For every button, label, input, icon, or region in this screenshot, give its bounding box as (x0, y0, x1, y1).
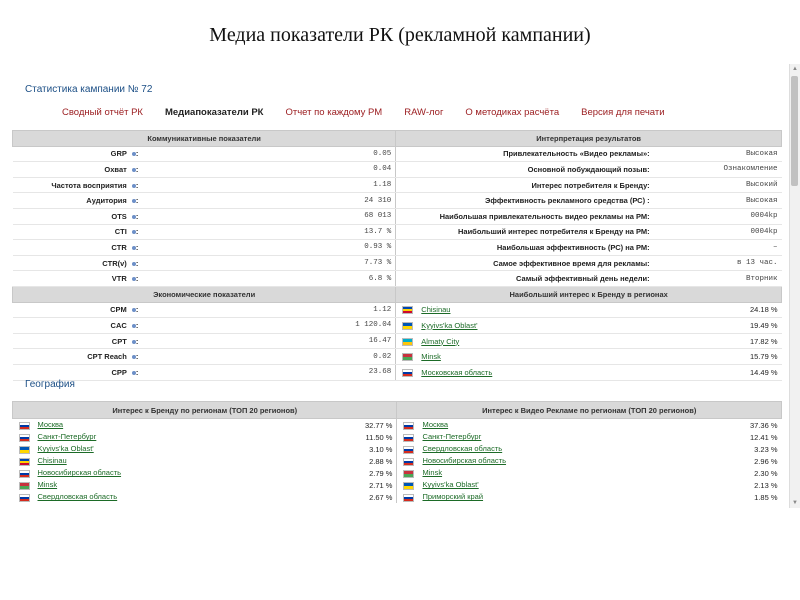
regions-header: Наибольший интерес к Бренду в регионах (396, 286, 782, 302)
geo_right-region-pct: 2.96 % (754, 456, 778, 466)
metric-name: Охват (104, 164, 127, 174)
table-row (13, 208, 782, 224)
top-region-name (396, 364, 654, 380)
interp-header: Интерпретация результатов (396, 131, 782, 147)
geo_right-region-pct: 2.30 % (754, 468, 778, 478)
comm-metric-value: 0.05 (142, 146, 395, 162)
ru-flag-icon (403, 458, 414, 466)
kz-flag-icon (402, 338, 413, 346)
top-region-name (396, 349, 654, 365)
comm-header: Коммуникативные показатели (13, 131, 396, 147)
region-link[interactable]: Свердловская область (422, 444, 503, 454)
metric-name: CAC (110, 320, 127, 330)
econ-metric-value: 0.02 (142, 349, 395, 365)
econ-metric-label: CPT : (13, 333, 143, 349)
table-row (13, 271, 782, 287)
comm-metric-label: CTI : (13, 224, 143, 240)
comm-metric-label: OTS : (13, 208, 143, 224)
geo_left-region-name (13, 431, 338, 443)
geo_right-region-name (397, 431, 722, 443)
table-row (13, 479, 782, 491)
slide-title: Медиа показатели РК (рекламной кампании) (209, 24, 591, 46)
comm-metric-value: 24 310 (142, 193, 395, 209)
econ-metric-value: 1.12 (142, 302, 395, 318)
econ-header: Экономические показатели (13, 286, 396, 302)
region-link[interactable]: Москва (422, 420, 449, 430)
region-link[interactable]: Свердловская область (37, 492, 118, 502)
geo_right-region-name (397, 443, 722, 455)
geo_right-region-pct: 12.41 % (749, 432, 778, 442)
md-flag-icon (402, 306, 413, 314)
table-row (13, 193, 782, 209)
media-metrics-table (12, 130, 782, 381)
scroll-thumb[interactable] (791, 76, 798, 186)
region-link[interactable]: Москва (37, 420, 64, 430)
ru-flag-icon (403, 434, 414, 442)
interp-label: Интерес потребителя к Бренду: (396, 177, 654, 193)
by-flag-icon (403, 470, 414, 478)
geo_left-region-name (13, 455, 338, 467)
metric-name: OTS (111, 211, 127, 221)
metric-name: VTR (111, 274, 127, 284)
comm-metric-value: 6.8 % (142, 271, 395, 287)
comm-metric-value: 0.04 (142, 162, 395, 178)
region-link[interactable]: Minsk (37, 480, 58, 490)
geo_left-region-pct: 2.71 % (337, 479, 397, 491)
info-dot-icon[interactable] (132, 308, 136, 312)
table-row (13, 443, 782, 455)
geo_right-region-name (397, 491, 722, 503)
info-dot-icon[interactable] (132, 230, 136, 234)
metric-name: CPM (110, 305, 127, 315)
info-dot-icon[interactable] (132, 355, 136, 359)
econ-metric-label: CPT Reach : (13, 349, 143, 365)
campaign-title: Статистика кампании № 72 (25, 84, 153, 95)
metric-name: CTI (114, 227, 127, 237)
interp-label: Наибольшая эффективность (РС) на РМ: (396, 240, 654, 256)
table-row (13, 364, 782, 380)
table-row (13, 146, 782, 162)
geo_right-region-pct: 37.36 % (749, 420, 778, 430)
ua-flag-icon (19, 446, 30, 454)
table-row (13, 455, 782, 467)
comm-metric-value: 0.93 % (142, 240, 395, 256)
geo_right-region-name (397, 455, 722, 467)
nav-link-1[interactable]: Медиапоказатели РК (164, 107, 264, 118)
top-region-pct: 19.49 % (654, 318, 782, 334)
region-link[interactable]: Приморский край (422, 492, 484, 502)
metric-name: CPP (111, 367, 127, 377)
comm-metric-label: VTR : (13, 271, 143, 287)
geo_left-region-name (13, 491, 338, 503)
table-row (13, 302, 782, 318)
geo_left-region-pct: 11.50 % (337, 431, 397, 443)
region-link[interactable]: Санкт-Петербург (422, 432, 482, 442)
interp-label: Самое эффективное время для рекламы: (396, 255, 654, 271)
interp-value: в 13 час. (654, 255, 782, 271)
interp-value: Вторник (654, 271, 782, 287)
interp-value: Высокая (654, 146, 782, 162)
region-link[interactable]: Minsk (421, 352, 441, 362)
region-link[interactable]: Kyyivs'ka Oblast' (422, 480, 479, 490)
interp-label: Основной побуждающий позыв: (396, 162, 654, 178)
info-dot-icon[interactable] (132, 262, 136, 266)
econ-metric-value: 1 120.04 (142, 318, 395, 334)
econ-metric-label: CPM : (13, 302, 143, 318)
table-row (13, 240, 782, 256)
table-row (13, 162, 782, 178)
comm-metric-value: 7.73 % (142, 255, 395, 271)
info-dot-icon[interactable] (132, 340, 136, 344)
top-region-name (396, 302, 654, 318)
comm-metric-label: CTR(v) : (13, 255, 143, 271)
interp-value: Ознакомление (654, 162, 782, 178)
geo_right-region-pct: 2.13 % (754, 480, 778, 490)
table-row (13, 255, 782, 271)
geo_left-region-pct: 2.88 % (337, 455, 397, 467)
metric-name: CPT (111, 336, 127, 346)
region-link[interactable]: Санкт-Петербург (37, 432, 97, 442)
region-link[interactable]: Новосибирская область (422, 456, 507, 466)
region-link[interactable]: Kyyivs'ka Oblast' (37, 444, 94, 454)
info-dot-icon[interactable] (132, 168, 136, 172)
ru-flag-icon (19, 434, 30, 442)
report-nav (62, 107, 687, 118)
geo_right-region-name (397, 467, 722, 479)
region-link[interactable]: Московская область (421, 367, 493, 377)
ru-flag-icon (403, 494, 414, 502)
interp-value: – (654, 240, 782, 256)
info-dot-icon[interactable] (132, 152, 136, 156)
scroll-down-arrow-icon[interactable]: ▼ (792, 500, 798, 506)
metric-name: CTR (111, 242, 127, 252)
metric-name: Аудитория (86, 196, 127, 206)
comm-metric-label: Охват : (13, 162, 143, 178)
geo-title: География (25, 379, 75, 390)
geo-right-header: Интерес к Видео Рекламе по регионам (ТОП 20 регионов) (397, 402, 782, 419)
interp-value: Высокий (654, 177, 782, 193)
econ-metric-value: 16.47 (142, 333, 395, 349)
geo_left-region-name (13, 479, 338, 491)
info-dot-icon[interactable] (132, 215, 136, 219)
interp-value: 0004kp (654, 224, 782, 240)
table-row (13, 318, 782, 334)
nav-link-2[interactable]: Отчет по каждому РМ (285, 107, 383, 118)
geo_left-region-pct: 3.10 % (337, 443, 397, 455)
table-row (13, 333, 782, 349)
metric-name: Частота восприятия (51, 180, 127, 190)
ua-flag-icon (403, 482, 414, 490)
geo_left-region-pct: 32.77 % (337, 419, 397, 432)
ru-flag-icon (403, 422, 414, 430)
interp-label: Наибольшая привлекательность видео рекламы на РМ: (396, 208, 654, 224)
interp-label: Эффективность рекламного средства (РС) : (396, 193, 654, 209)
top-region-name (396, 318, 654, 334)
interp-label: Привлекательность «Видео рекламы»: (396, 146, 654, 162)
econ-metric-label: CAC : (13, 318, 143, 334)
comm-metric-value: 68 013 (142, 208, 395, 224)
top-region-name (396, 333, 654, 349)
ru-flag-icon (19, 494, 30, 502)
info-dot-icon[interactable] (132, 277, 136, 281)
comm-metric-label: Аудитория : (13, 193, 143, 209)
ua-flag-icon (402, 322, 413, 330)
comm-metric-label: GRP : (13, 146, 143, 162)
geo_right-region-name (397, 479, 722, 491)
ru-flag-icon (19, 470, 30, 478)
interp-label: Наибольший интерес потребителя к Бренду на РМ: (396, 224, 654, 240)
interp-value: 0004kp (654, 208, 782, 224)
interp-value: Высокая (654, 193, 782, 209)
nav-link-0[interactable]: Сводный отчёт РК (62, 107, 143, 118)
table-row (13, 177, 782, 193)
region-link[interactable]: Chisinau (37, 456, 67, 466)
region-link[interactable]: Almaty City (421, 336, 460, 346)
econ-metric-value: 23.68 (142, 364, 395, 380)
info-dot-icon[interactable] (132, 371, 136, 375)
interp-label: Самый эффективный день недели: (396, 271, 654, 287)
ru-flag-icon (19, 422, 30, 430)
table-row (13, 349, 782, 365)
geography-table (12, 401, 782, 503)
vertical-scrollbar[interactable] (789, 64, 800, 508)
comm-metric-label: CTR : (13, 240, 143, 256)
top-region-pct: 24.18 % (654, 302, 782, 318)
table-row (13, 224, 782, 240)
comm-metric-label: Частота восприятия : (13, 177, 143, 193)
region-link[interactable]: Kyyivs'ka Oblast' (421, 320, 478, 330)
geo_left-region-pct: 2.79 % (337, 467, 397, 479)
table-row (13, 419, 782, 432)
ru-flag-icon (403, 446, 414, 454)
browser-viewport (12, 64, 787, 508)
metric-name: CPT Reach (87, 352, 127, 362)
info-dot-icon[interactable] (132, 246, 136, 250)
md-flag-icon (19, 458, 30, 466)
top-region-pct: 17.82 % (654, 333, 782, 349)
geo_left-region-name (13, 443, 338, 455)
nav-link-5[interactable]: Версия для печати (581, 107, 665, 118)
info-dot-icon[interactable] (132, 184, 136, 188)
nav-link-4[interactable]: О методиках расчёта (465, 107, 560, 118)
metric-name: CTR(v) (102, 258, 127, 268)
comm-metric-value: 13.7 % (142, 224, 395, 240)
ru-flag-icon (402, 369, 413, 377)
info-dot-icon[interactable] (132, 199, 136, 203)
geo_right-region-name (397, 419, 722, 432)
table-row (13, 431, 782, 443)
top-region-pct: 15.79 % (654, 349, 782, 365)
comm-metric-value: 1.18 (142, 177, 395, 193)
by-flag-icon (402, 353, 413, 361)
geo_right-region-pct: 3.23 % (754, 444, 778, 454)
metric-name: GRP (110, 149, 127, 159)
nav-link-3[interactable]: RAW-лог (404, 107, 444, 118)
geo_left-region-pct: 2.67 % (337, 491, 397, 503)
geo_right-region-pct: 1.85 % (754, 492, 778, 502)
top-region-pct: 14.49 % (654, 364, 782, 380)
scroll-up-arrow-icon[interactable]: ▲ (792, 66, 798, 72)
by-flag-icon (19, 482, 30, 490)
econ-metric-label: CPP : (13, 364, 143, 380)
region-link[interactable]: Новосибирская область (37, 468, 122, 478)
geo-left-header: Интерес к Бренду по регионам (ТОП 20 регионов) (13, 402, 397, 419)
table-row (13, 491, 782, 503)
info-dot-icon[interactable] (132, 324, 136, 328)
region-link[interactable]: Chisinau (421, 305, 451, 315)
table-row (13, 467, 782, 479)
geo_left-region-name (13, 419, 338, 432)
geo_left-region-name (13, 467, 338, 479)
region-link[interactable]: Minsk (422, 468, 443, 478)
